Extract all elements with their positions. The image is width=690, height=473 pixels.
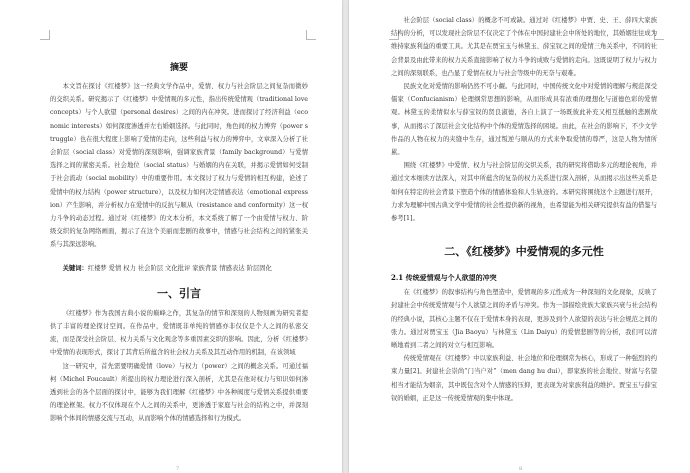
body-paragraph: 传统爱情观在《红楼梦》中以家族利益、社会地位和伦理纲常为核心，形成了一种强烈的约束力量[2]。封建社会崇尚“门当户对”（men dang hu dui），即家族的社会地位、财富与名望相当才能结为姻亲，其中既包含对个人情感的压抑，更表现为对家族利益的维护。贾宝玉与薛宝钗的婚姻，正是这一传统爱情观的集中体现。 — [391, 355, 657, 402]
page-corner-mark — [40, 30, 50, 40]
body-paragraph: 《红楼梦》作为我国古典小说的巅峰之作，其复杂的情节和深刻的人物刻画为研究者提供了丰富的理论探讨空间。在作品中，爱情既非单纯的情感亦非仅仅是个人之间的私密交流，而是深受社会阶层、权力关系与文化观念等多重因素交织的影响。因此，分析《红楼梦》中爱情的表现形式，探讨了其背后所蕴含的社会权力关系及其互动作用的机制，在该领域 — [50, 309, 308, 357]
document-page-right — [349, 0, 690, 473]
body-paragraph: 在《红楼梦》的叙事结构与角色塑造中，爱情观的多元性成为一种深刻的文化现象，反映了封建社会中传统爱情观与个人欲望之间的矛盾与冲突。作为一部描绘贵族大家族兴衰与社会结构的经典小说，其核心主题不仅在于爱情本身的表现，更涉及到个人欲望的表达与社会规范之间的张力。通过对贾宝玉（Jia Baoyu）与林黛玉（Lin Daiyu）的爱情悲剧等的分析，我们可以清晰地看到二者之间的对立与相互影响。 — [391, 289, 657, 350]
body-paragraph: 民族文化对爱情的影响仍然不可小觑。与此同时，中国传统文化中对爱情的理解与规范深受儒家（Confucianism）伦理纲常思想的影响，从而形成具有浓重的理想化与道德色彩的爱情观。林黛玉的柔情似水与薛宝钗的贤良淑德，各自上演了一场既彼此补充又相互抵触的悲剧故事，从而揭示了深层社会文化结构中个体的爱情选择的困境。由此，在社会的影响下，不少文学作品的人物在权力的夹缝中生存，通过叛逆与顺从的方式来争取爱情的尊严，这是人物为情所累。 — [391, 83, 657, 157]
abstract-heading: 摘要 — [169, 63, 188, 73]
keywords-line — [50, 262, 308, 275]
body-paragraph: 这一研究中，首先需要明确爱情（love）与权力（power）之间的概念关系。可通过福柯（Michel Foucault）所提出的权力理论进行深入剖析，尤其是在他对权力与知识如何渗透到社会的各个层面的探讨中，能够为我们理解《红楼梦》中各种阀度与爱情关系提供重要的理论框架。权力不仅体现在个人之间的关系中，更渗透于家庭与社会的结构之中，并深刻影响个体间的情感交流与互动，从而影响个体的情感选择和行为模式。 — [50, 362, 308, 423]
page-content — [50, 14, 308, 426]
document-page-left — [0, 0, 342, 473]
abstract-paragraph: 本文旨在探讨《红楼梦》这一经典文学作品中，爱情、权力与社会阶层之间复杂而微妙的交织关系。研究揭示了《红楼梦》中爱情观的多元性，指出传统爱情观（traditional love concepts）与个人欲望（personal desires）之间的内在冲突。进而探讨了经济利益（economic interests）如何深度渗透并左右婚姻选择。与此同时，角色间的权力博弈（power struggle）也在很大程度上影响了爱情的走向，这些利益与权力的博弈中，文章深入分析了社会阶层（social class）对爱情的深刻影响，强调家族背景（family background）与爱情选择之间的紧密关系。社会地位（social status）与婚姻的内在关联，并揭示爱情如何受制于社会流动（social mobility）中的重要作用。本文探讨了权力与爱情的相互构建，论述了爱情中的权力结构（power structure），以及权力如何决定情感表达（emotional expression）产生影响，并分析权力在爱情中的反抗与顺从（resistance and conformity）这一权力斗争的动态过程。通过对《红楼梦》的文本分析，本文系统了解了一个由爱情与权力、阶级交织的复杂网络画面，揭示了在这个美丽而悲剧的故事中，情感与社会结构之间的紧张关系与其深远影响。 — [50, 83, 308, 249]
page-content — [391, 14, 657, 405]
section-heading-introduction: 一、引言 — [157, 286, 201, 300]
subsection-heading-2-1: 2.1 传统爱情观与个人欲望的冲突 — [391, 273, 497, 283]
keywords-label: 关键词： — [62, 264, 88, 272]
page-number: 8 — [519, 466, 523, 472]
page-number: 7 — [176, 466, 180, 472]
keywords-text: 红楼梦 爱情 权力 社会阶层 文化批评 家族背景 情感表达 阶层固化 — [87, 264, 272, 272]
body-paragraph: 社会阶层（social class）的概念不可或缺。通过对《红楼梦》中贾、史、王、薛四大家族结构的分析，可以发现社会阶层不仅决定了个体在中国封建社会中所处的地位，其婚姻往往成为维持家族利益的重要工具。尤其是在贾宝玉与林黛玉、薛宝钗之间的爱情三角关系中，不同的社会背景及由此带来的权力关系直接影响了权力斗争的成败与爱情的走向。这既说明了权力与权力之间的深刻联系，也凸显了爱情在权力与社会等级中的无奈与艰难。 — [391, 17, 657, 77]
body-paragraph: 围绕《红楼梦》中爱情、权力与社会阶层的交织关系，我的研究将借助多元的理论视角，并通过文本细读方法深入，对其中所蕴含的复杂的权力关系进行深入剖析，从而揭示出这些关系是如何在特定的社会背景下塑造个体的情感体验和人生轨迹的。本研究将围绕这个主题进行展开，力求为理解中国古典文学中爱情的社会性提供新的视角，也希望能为相关研究提供有益的借鉴与参考[1]。 — [391, 162, 657, 223]
section-heading-2: 二、《红楼梦》中爱情观的多元性 — [444, 245, 604, 259]
